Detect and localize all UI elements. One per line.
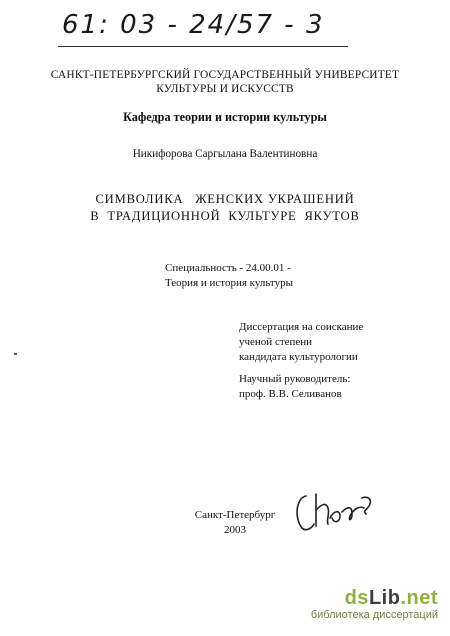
university-name: [0, 68, 450, 96]
handwritten-signature: [292, 488, 382, 534]
degree-line-2: ученой степени: [239, 336, 313, 348]
dissertation-title: [0, 191, 450, 225]
advisor-line-1: Научный руководитель:: [239, 373, 351, 385]
specialty-block: [165, 261, 293, 291]
title-line-1: СИМВОЛИКА ЖЕНСКИХ УКРАШЕНИЙ: [95, 192, 355, 206]
dissertation-degree-block: [239, 320, 363, 365]
watermark-logo-ds: ds: [344, 587, 369, 609]
watermark-logo-lib: Lib: [368, 587, 401, 609]
department-name: Кафедра теории и истории культуры: [123, 110, 327, 124]
watermark-logo: [311, 587, 438, 609]
watermark-subtitle: библиотека диссертаций: [310, 609, 438, 621]
city-name: Санкт-Петербург: [194, 509, 276, 521]
year: 2003: [224, 524, 246, 536]
handwritten-code-text: 61: 03 - 24/57 - 3: [62, 10, 325, 40]
degree-line-3: кандидата культурологии: [239, 351, 358, 363]
university-line-1: САНКТ-ПЕТЕРБУРГСКИЙ ГОСУДАРСТВЕННЫЙ УНИВЕРСИТЕТ: [50, 69, 400, 81]
watermark-logo-net: .net: [400, 587, 438, 609]
specialty-line-2: Теория и история культуры: [165, 277, 293, 289]
title-line-2: В ТРАДИЦИОННОЙ КУЛЬТУРЕ ЯКУТОВ: [90, 209, 360, 223]
handwritten-underline: [58, 46, 348, 47]
place-and-year: [181, 508, 289, 538]
handwritten-catalog-code: [58, 10, 348, 48]
author-name: Никифорова Саргылана Валентиновна: [132, 148, 318, 160]
university-line-2: КУЛЬТУРЫ И ИСКУССТВ: [156, 83, 294, 95]
degree-line-1: Диссертация на соискание: [239, 321, 364, 333]
watermark: [311, 587, 438, 622]
advisor-line-2: проф. В.В. Селиванов: [239, 388, 342, 400]
advisor-block: [239, 372, 350, 402]
scan-mark: [14, 353, 17, 355]
specialty-line-1: Специальность - 24.00.01 -: [165, 262, 291, 274]
